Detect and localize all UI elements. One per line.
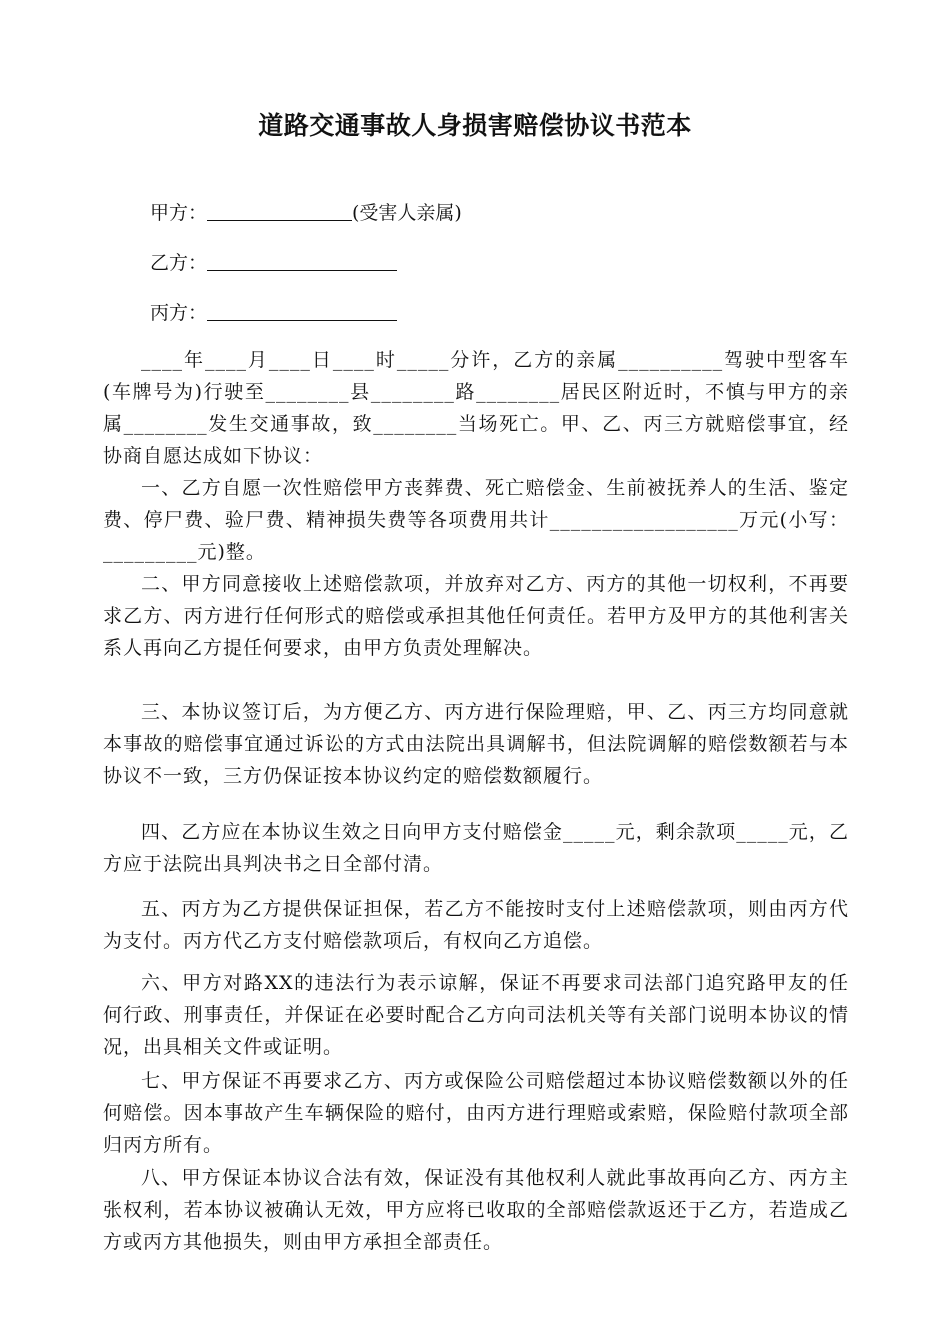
paragraph-clause-2: 二、甲方同意接收上述赔偿款项，并放弃对乙方、丙方的其他一切权利，不再要求乙方、丙方进行任何形式的赔偿或承担其他任何责任。若甲方及甲方的其他利害关系人再向乙方提任何要求，由甲方负责处理解决。 <box>103 573 849 659</box>
paragraph-clause-8: 八、甲方保证本协议合法有效，保证没有其他权利人就此事故再向乙方、丙方主张权利，若本协议被确认无效，甲方应将已收取的全部赔偿款返还于乙方，若造成乙方或丙方其他损失，则由甲方承担全部责任。 <box>103 1167 849 1253</box>
party-b-label: 乙方： <box>150 252 208 274</box>
party-a-suffix: (受害人亲属) <box>352 202 462 224</box>
party-c-label: 丙方： <box>150 302 208 324</box>
paragraph-clause-5: 五、丙方为乙方提供保证担保，若乙方不能按时支付上述赔偿款项，则由丙方代为支付。丙方代乙方支付赔偿款项后，有权向乙方追偿。 <box>103 898 849 952</box>
party-b-line <box>150 247 397 279</box>
paragraph-clause-1: 一、乙方自愿一次性赔偿甲方丧葬费、死亡赔偿金、生前被抚养人的生活、鉴定费、停尸费、验尸费、精神损失费等各项费用共计__________________万元(小写：_________元)整。 <box>103 477 849 563</box>
party-c-line <box>150 297 397 329</box>
party-a-blank <box>207 200 352 221</box>
party-c-blank <box>207 300 397 321</box>
paragraph-clause-4: 四、乙方应在本协议生效之日向甲方支付赔偿金_____元，剩余款项_____元，乙方应于法院出具判决书之日全部付清。 <box>103 821 849 875</box>
paragraph-clause-7: 七、甲方保证不再要求乙方、丙方或保险公司赔偿超过本协议赔偿数额以外的任何赔偿。因本事故产生车辆保险的赔付，由丙方进行理赔或索赔，保险赔付款项全部归丙方所有。 <box>103 1070 849 1156</box>
document-title: 道路交通事故人身损害赔偿协议书范本 <box>258 111 692 140</box>
paragraph-clause-3: 三、本协议签订后，为方便乙方、丙方进行保险理赔，甲、乙、丙三方均同意就本事故的赔偿事宜通过诉讼的方式由法院出具调解书，但法院调解的赔偿数额若与本协议不一致，三方仍保证按本协议约定的赔偿数额履行。 <box>103 701 849 787</box>
party-a-label: 甲方： <box>150 202 208 224</box>
party-b-blank <box>207 250 397 271</box>
paragraph-clause-6: 六、甲方对路XX的违法行为表示谅解，保证不再要求司法部门追究路甲友的任何行政、刑事责任，并保证在必要时配合乙方向司法机关等有关部门说明本协议的情况，出具相关文件或证明。 <box>103 972 849 1058</box>
party-a-line <box>150 197 462 229</box>
paragraph-intro: ____年____月____日____时_____分许，乙方的亲属__________驾驶中型客车(车牌号为)行驶至________县________路________居民区附近时，不慎与甲方的亲属________发生交通事故，致________当场死亡。甲、乙、丙三方就赔偿事宜，经协商自愿达成如下协议： <box>103 349 849 467</box>
